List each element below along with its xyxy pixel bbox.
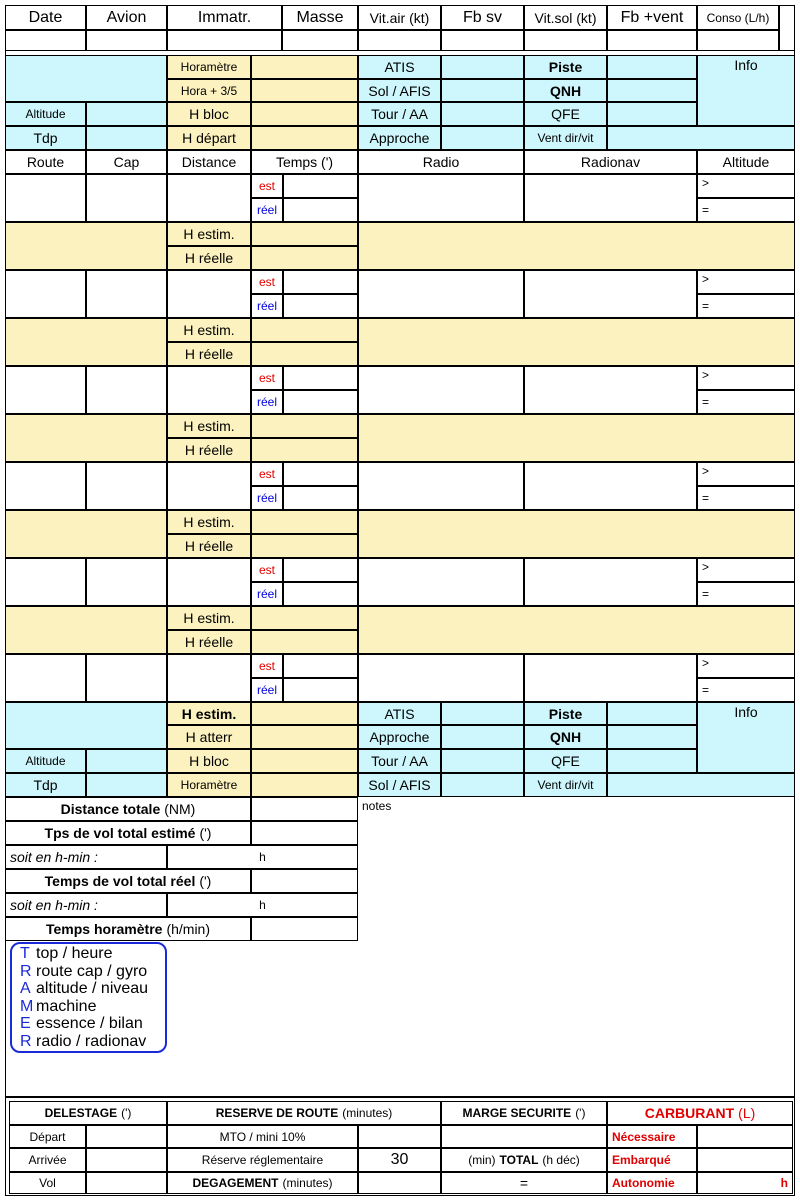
carburant-embarque-label: Embarqué <box>607 1148 697 1172</box>
airport-name-box[interactable] <box>5 55 167 102</box>
soit-hmin-label: soit en h-min : <box>5 845 167 869</box>
input-field[interactable] <box>5 654 86 702</box>
input-field[interactable] <box>283 678 358 702</box>
checkpoint-notes-box[interactable] <box>358 606 795 654</box>
freq-tour-aa-label: Tour / AA <box>358 749 441 773</box>
input-field[interactable] <box>167 366 251 414</box>
notes-label: notes <box>362 799 392 813</box>
input-field[interactable] <box>441 725 524 749</box>
reel-label: réel <box>251 198 283 222</box>
altitude-equal-field[interactable]: = <box>697 582 795 606</box>
header-fb-sv: Fb sv <box>441 5 524 30</box>
input-field[interactable] <box>251 917 358 941</box>
hmin-estime-field[interactable]: h <box>167 845 358 869</box>
info-box: Info <box>697 55 795 126</box>
input-field[interactable] <box>441 126 524 150</box>
input-field[interactable] <box>283 558 358 582</box>
header-date: Date <box>5 5 86 30</box>
label-part: Temps de vol total réel <box>44 873 196 889</box>
altitude-equal-field[interactable]: = <box>697 294 795 318</box>
input-field[interactable] <box>86 1125 167 1148</box>
qnh-label: QNH <box>524 79 607 102</box>
input-field[interactable] <box>251 869 358 893</box>
qfe-label: QFE <box>524 102 607 126</box>
input-field[interactable] <box>86 30 167 51</box>
tramer-legend <box>10 942 167 1053</box>
input-field[interactable] <box>251 102 358 126</box>
input-field[interactable] <box>697 30 779 51</box>
input-field[interactable] <box>607 102 697 126</box>
wind-label: Vent dir/vit <box>524 773 607 797</box>
input-field[interactable] <box>283 654 358 678</box>
input-field[interactable] <box>251 821 358 845</box>
airport-name-box[interactable] <box>5 702 167 749</box>
input-field[interactable] <box>607 79 697 102</box>
input-field[interactable] <box>607 749 697 773</box>
input-field[interactable] <box>251 342 358 366</box>
altitude-above-field[interactable]: > <box>697 174 795 198</box>
column-header-cap: Cap <box>86 150 167 174</box>
reel-label: réel <box>251 678 283 702</box>
qfe-label: QFE <box>524 749 607 773</box>
piste-label: Piste <box>524 55 607 79</box>
label-part: DEGAGEMENT <box>192 1176 279 1190</box>
input-field[interactable] <box>524 366 697 414</box>
input-field[interactable] <box>441 749 524 773</box>
header-masse: Masse <box>282 5 358 30</box>
est-label: est <box>251 174 283 198</box>
reserve-route-header <box>167 1101 441 1125</box>
h-bloc-arrival-label: H bloc <box>167 749 251 773</box>
column-header-temps: Temps (') <box>251 150 358 174</box>
input-field[interactable] <box>251 438 358 462</box>
label-part: (h déc) <box>542 1153 580 1167</box>
input-field[interactable] <box>251 702 358 725</box>
input-field[interactable] <box>283 390 358 414</box>
input-field[interactable] <box>167 558 251 606</box>
h-reelle-label: H réelle <box>167 534 251 558</box>
freq-approche-label: Approche <box>358 126 441 150</box>
input-field[interactable] <box>5 174 86 222</box>
est-label: est <box>251 558 283 582</box>
temps-horametre-label <box>5 917 251 941</box>
input-field[interactable] <box>86 102 167 126</box>
input-field[interactable] <box>5 270 86 318</box>
input-field[interactable] <box>86 654 167 702</box>
h-estim-label: H estim. <box>167 510 251 534</box>
label-part: (minutes) <box>282 1176 333 1190</box>
h-estim-arrival-label: H estim. <box>167 702 251 725</box>
input-field[interactable] <box>167 30 282 51</box>
est-label: est <box>251 366 283 390</box>
input-field[interactable] <box>441 773 524 797</box>
legend-row: R radio / radionav <box>20 1032 147 1050</box>
label-part: Distance totale <box>60 801 161 817</box>
input-field[interactable] <box>283 486 358 510</box>
input-field[interactable] <box>251 55 358 79</box>
tdp-label: Tdp <box>5 773 86 797</box>
h-estim-label: H estim. <box>167 414 251 438</box>
h-estim-label: H estim. <box>167 606 251 630</box>
legend-row: M machine <box>20 997 97 1015</box>
hora-plus-label: Hora + 3/5 <box>167 79 251 102</box>
label-part: (') <box>575 1106 586 1120</box>
freq-atis-label: ATIS <box>358 55 441 79</box>
delestage-vol-label: Vol <box>9 1172 86 1194</box>
input-field[interactable] <box>282 30 358 51</box>
checkpoint-name-box[interactable] <box>5 510 167 558</box>
input-field[interactable] <box>5 462 86 510</box>
header-vit-air: Vit.air (kt) <box>358 5 441 30</box>
input-field[interactable] <box>283 462 358 486</box>
input-field[interactable] <box>251 534 358 558</box>
label-part: MARGE SECURITE <box>462 1106 572 1120</box>
label-part: (min) <box>468 1153 496 1167</box>
h-reelle-label: H réelle <box>167 438 251 462</box>
input-field[interactable] <box>607 30 697 51</box>
carburant-necessaire-label: Nécessaire <box>607 1125 697 1148</box>
label-part: (') <box>199 873 212 889</box>
label-part: (h/min) <box>166 921 210 937</box>
header-spare-cell <box>779 5 795 51</box>
input-field[interactable] <box>441 102 524 126</box>
altitude-above-field[interactable]: > <box>697 462 795 486</box>
checkpoint-name-box[interactable] <box>5 222 167 270</box>
tps-reel-label <box>5 869 251 893</box>
input-field[interactable] <box>251 749 358 773</box>
altitude-equal-field[interactable]: = <box>697 390 795 414</box>
input-field[interactable] <box>524 270 697 318</box>
input-field[interactable] <box>697 1125 793 1148</box>
altitude-equal-field[interactable]: = <box>697 198 795 222</box>
input-field[interactable] <box>283 294 358 318</box>
autonomie-field[interactable]: h <box>697 1172 793 1194</box>
reel-label: réel <box>251 390 283 414</box>
est-label: est <box>251 270 283 294</box>
input-field[interactable] <box>524 654 697 702</box>
delestage-depart-label: Départ <box>9 1125 86 1148</box>
input-field[interactable] <box>441 702 524 725</box>
wind-label: Vent dir/vit <box>524 126 607 150</box>
input-field[interactable] <box>251 318 358 342</box>
input-field[interactable] <box>251 414 358 438</box>
input-field[interactable] <box>86 174 167 222</box>
label-part: (') <box>121 1106 132 1120</box>
input-field[interactable] <box>697 1148 793 1172</box>
column-header-altitude: Altitude <box>697 150 795 174</box>
altitude-above-field[interactable]: > <box>697 558 795 582</box>
column-header-radio: Radio <box>358 150 524 174</box>
h-bloc-label: H bloc <box>167 102 251 126</box>
input-field[interactable] <box>283 174 358 198</box>
marge-securite-header <box>441 1101 607 1125</box>
input-field[interactable] <box>441 1125 607 1148</box>
label-part: (NM) <box>164 801 196 817</box>
h-atterr-label: H atterr <box>167 725 251 749</box>
input-field[interactable] <box>251 79 358 102</box>
legend-row: A altitude / niveau <box>20 980 149 998</box>
reel-label: réel <box>251 486 283 510</box>
input-field[interactable] <box>251 222 358 246</box>
input-field[interactable] <box>86 749 167 773</box>
altitude-equal-field[interactable]: = <box>697 486 795 510</box>
qnh-label: QNH <box>524 725 607 749</box>
input-field[interactable] <box>283 582 358 606</box>
input-field[interactable] <box>524 30 607 51</box>
input-field[interactable] <box>283 270 358 294</box>
altitude-equal-field[interactable]: = <box>697 678 795 702</box>
input-field[interactable] <box>167 174 251 222</box>
h-reelle-label: H réelle <box>167 342 251 366</box>
input-field[interactable] <box>251 126 358 150</box>
degagement-label <box>167 1172 358 1194</box>
input-field[interactable] <box>441 79 524 102</box>
reel-label: réel <box>251 582 283 606</box>
altitude-label: Altitude <box>5 102 86 126</box>
mto-label: MTO / mini 10% <box>167 1125 358 1148</box>
h-estim-label: H estim. <box>167 318 251 342</box>
label-part: Tps de vol total estimé <box>44 825 196 841</box>
input-field[interactable] <box>607 55 697 79</box>
h-reelle-label: H réelle <box>167 630 251 654</box>
input-field[interactable] <box>167 270 251 318</box>
checkpoint-notes-box[interactable] <box>358 318 795 366</box>
freq-atis-label: ATIS <box>358 702 441 725</box>
input-field[interactable] <box>358 462 524 510</box>
column-header-radionav: Radionav <box>524 150 697 174</box>
input-field[interactable] <box>251 606 358 630</box>
input-field[interactable] <box>5 366 86 414</box>
input-field[interactable] <box>441 30 524 51</box>
freq-sol-afis-label: Sol / AFIS <box>358 79 441 102</box>
checkpoint-name-box[interactable] <box>5 606 167 654</box>
est-label: est <box>251 654 283 678</box>
info-box: Info <box>697 702 795 773</box>
checkpoint-name-box[interactable] <box>5 414 167 462</box>
input-field[interactable] <box>441 55 524 79</box>
input-field[interactable] <box>167 462 251 510</box>
input-field[interactable] <box>86 126 167 150</box>
input-field[interactable] <box>358 654 524 702</box>
input-field[interactable] <box>251 630 358 654</box>
column-header-route: Route <box>5 150 86 174</box>
input-field[interactable] <box>86 1172 167 1194</box>
delestage-header <box>9 1101 167 1125</box>
freq-tour-aa-label: Tour / AA <box>358 102 441 126</box>
input-field[interactable] <box>5 558 86 606</box>
input-field[interactable] <box>5 30 86 51</box>
header-conso: Conso (L/h) <box>697 5 779 30</box>
altitude-above-field[interactable]: > <box>697 366 795 390</box>
header-vit-sol: Vit.sol (kt) <box>524 5 607 30</box>
column-header-distance: Distance <box>167 150 251 174</box>
header-fb-vent: Fb +vent <box>607 5 697 30</box>
total-label <box>441 1148 607 1172</box>
input-field[interactable] <box>283 366 358 390</box>
input-field[interactable] <box>358 366 524 414</box>
input-field[interactable] <box>251 773 358 797</box>
label-part: (L) <box>738 1105 756 1121</box>
freq-sol-afis-label: Sol / AFIS <box>358 773 441 797</box>
input-field[interactable] <box>524 558 697 606</box>
label-part: (minutes) <box>342 1106 393 1120</box>
carburant-header <box>607 1101 793 1125</box>
label-part: DELESTAGE <box>44 1106 118 1120</box>
h-estim-label: H estim. <box>167 222 251 246</box>
input-field[interactable] <box>86 1148 167 1172</box>
input-field[interactable] <box>607 702 697 725</box>
carburant-autonomie-label: Autonomie <box>607 1172 697 1194</box>
h-depart-label: H départ <box>167 126 251 150</box>
input-field[interactable] <box>86 270 167 318</box>
input-field[interactable] <box>86 366 167 414</box>
input-field[interactable] <box>251 246 358 270</box>
horametre-arrival-label: Horamètre <box>167 773 251 797</box>
legend-row: E essence / bilan <box>20 1015 143 1033</box>
freq-approche-label: Approche <box>358 725 441 749</box>
tps-estime-label <box>5 821 251 845</box>
checkpoint-notes-box[interactable] <box>358 414 795 462</box>
input-field[interactable] <box>607 725 697 749</box>
input-field[interactable] <box>86 773 167 797</box>
input-field[interactable] <box>86 462 167 510</box>
piste-label: Piste <box>524 702 607 725</box>
reel-label: réel <box>251 294 283 318</box>
label-part: TOTAL <box>499 1153 539 1167</box>
input-field[interactable] <box>607 773 795 797</box>
legend-row: T top / heure <box>20 945 113 962</box>
input-field[interactable] <box>251 797 358 821</box>
checkpoint-notes-box[interactable] <box>358 222 795 270</box>
altitude-label: Altitude <box>5 749 86 773</box>
input-field[interactable] <box>167 654 251 702</box>
checkpoint-name-box[interactable] <box>5 318 167 366</box>
input-field[interactable] <box>607 126 795 150</box>
input-field[interactable] <box>524 462 697 510</box>
legend-row: R route cap / gyro <box>20 962 148 980</box>
total-result-field[interactable]: = <box>441 1172 607 1194</box>
distance-totale-label <box>5 797 251 821</box>
soit-hmin-label: soit en h-min : <box>5 893 167 917</box>
delestage-arrivee-label: Arrivée <box>9 1148 86 1172</box>
label-part: CARBURANT <box>644 1105 735 1121</box>
input-field[interactable] <box>358 174 524 222</box>
input-field[interactable] <box>358 270 524 318</box>
horametre-label: Horamètre <box>167 55 251 79</box>
label-part: RESERVE DE ROUTE <box>215 1106 339 1120</box>
label-part: Temps horamètre <box>45 921 163 937</box>
input-field[interactable] <box>358 1172 441 1194</box>
hmin-reel-field[interactable]: h <box>167 893 358 917</box>
header-avion: Avion <box>86 5 167 30</box>
label-part: (') <box>199 825 212 841</box>
altitude-above-field[interactable]: > <box>697 270 795 294</box>
input-field[interactable] <box>358 30 441 51</box>
input-field[interactable] <box>251 725 358 749</box>
header-immatr: Immatr. <box>167 5 282 30</box>
altitude-above-field[interactable]: > <box>697 654 795 678</box>
tdp-label: Tdp <box>5 126 86 150</box>
input-field[interactable] <box>358 1125 441 1148</box>
reserve-reglementaire-label: Réserve réglementaire <box>167 1148 358 1172</box>
input-field[interactable] <box>524 174 697 222</box>
input-field[interactable] <box>86 558 167 606</box>
input-field[interactable] <box>251 510 358 534</box>
input-field[interactable] <box>358 558 524 606</box>
input-field[interactable] <box>283 198 358 222</box>
reserve-value: 30 <box>358 1148 441 1172</box>
checkpoint-notes-box[interactable] <box>358 510 795 558</box>
est-label: est <box>251 462 283 486</box>
h-reelle-label: H réelle <box>167 246 251 270</box>
